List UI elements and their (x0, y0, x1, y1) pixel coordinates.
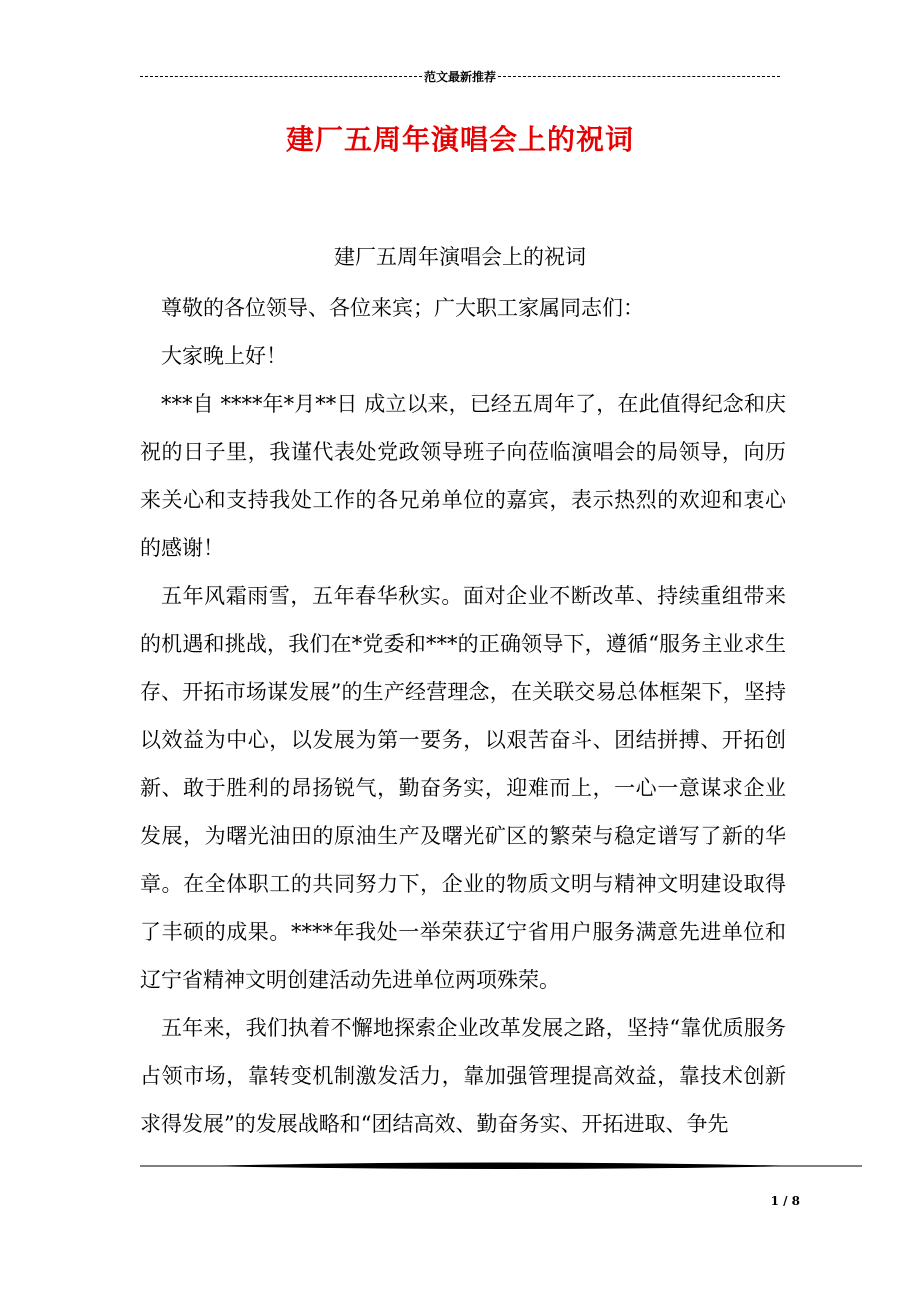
header-dash-right (498, 76, 780, 77)
body-paragraph: ***自 ****年*月**日 成立以来，已经五周年了，在此值得纪念和庆祝的日子里，我谨代表处党政领导班子向莅临演唱会的局领导，向历来关心和支持我处工作的各兄弟单位的嘉宾，表示热烈的欢迎和衷心的感谢！ (140, 392, 786, 560)
header-label: 范文最新推荐 (424, 69, 497, 84)
document-body (140, 284, 786, 1148)
page-number: 1 / 8 (770, 1194, 800, 1208)
page-header (140, 66, 780, 86)
salutation-paragraph: 尊敬的各位领导、各位来宾；广大职工家属同志们： (161, 296, 644, 320)
body-paragraph: 五年风霜雨雪，五年春华秋实。面对企业不断改革、持续重组带来的机遇和挑战，我们在*党委和***的正确领导下，遵循“服务主业求生存、开拓市场谋发展”的生产经营理念，在关联交易总体框架下，坚持以效益为中心，以发展为第一要务，以艰苦奋斗、团结拼搏、开拓创新、敢于胜利的昂扬锐气，勤奋务实，迎难而上，一心一意谋求企业发展，为曙光油田的原油生产及曙光矿区的繁荣与稳定谱写了新的华章。在全体职工的共同努力下，企业的物质文明与精神文明建设取得了丰硕的成果。****年我处一举荣获辽宁省用户服务满意先进单位和辽宁省精神文明创建活动先进单位两项殊荣。 (140, 584, 786, 992)
greeting-paragraph: 大家晚上好！ (161, 344, 287, 368)
body-paragraph: 五年来，我们执着不懈地探索企业改革发展之路，坚持“靠优质服务占领市场，靠转变机制激发活力，靠加强管理提高效益，靠技术创新求得发展”的发展战略和“团结高效、勤奋务实、开拓进取、争先 (140, 1016, 786, 1136)
footer-rule (140, 1160, 862, 1174)
header-dash-left (140, 76, 422, 77)
document-title: 建厂五周年演唱会上的祝词 (285, 123, 634, 156)
document-subtitle: 建厂五周年演唱会上的祝词 (334, 245, 586, 269)
